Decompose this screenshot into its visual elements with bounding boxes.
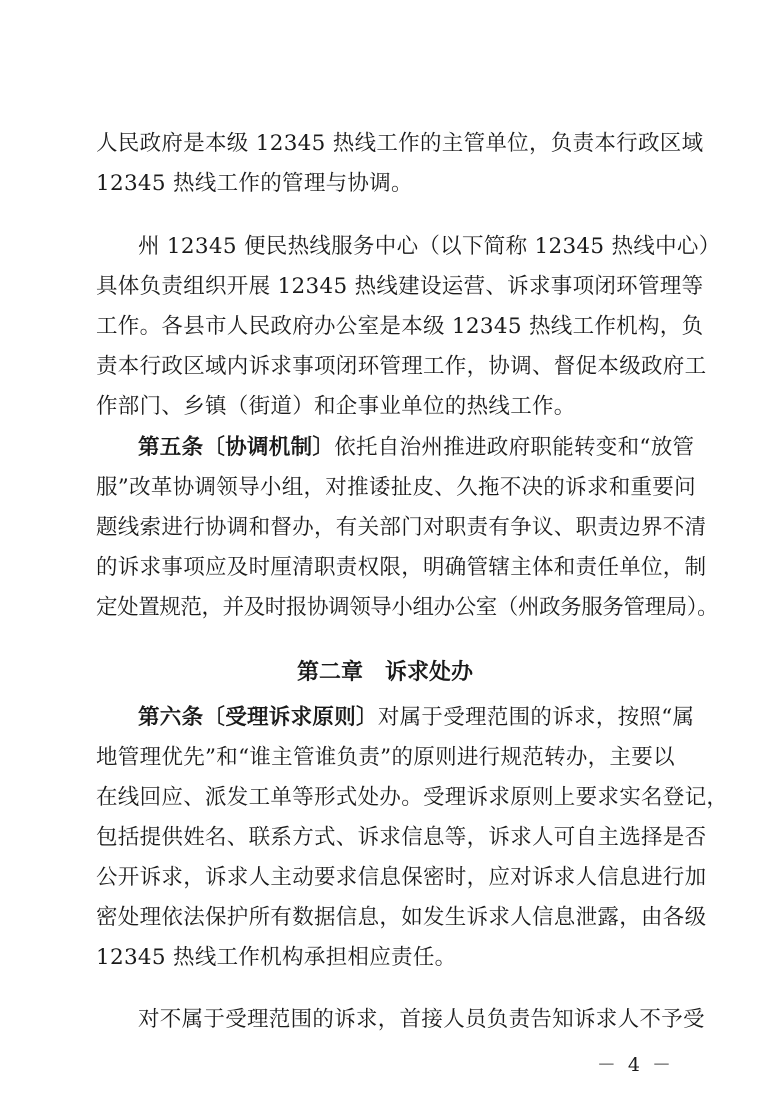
article-5-first-line (138, 429, 695, 467)
article-6-text: 对属于受理范围的诉求，按照“属 (377, 705, 695, 730)
body-text-line: 责本行政区域内诉求事项闭环管理工作，协调、督促本级政府工 (96, 354, 707, 379)
body-text-line: 的诉求事项应及时厘清职责权限，明确管辖主体和责任单位，制 (96, 555, 707, 580)
article-5-label: 第五条〔协调机制〕 (138, 435, 335, 460)
chapter-heading (0, 654, 770, 692)
body-text-line: 公开诉求，诉求人主动要求信息保密时，应对诉求人信息进行加 (96, 865, 707, 890)
body-text-line: 州 12345 便民热线服务中心（以下简称 12345 热线中心） (138, 234, 721, 259)
body-text-line: 密处理依法保护所有数据信息，如发生诉求人信息泄露，由各级 (96, 905, 707, 930)
page-number: － 4 － (596, 1054, 674, 1076)
body-text-line: 定处置规范，并及时报协调领导小组办公室（州政务服务管理局）。 (96, 595, 719, 620)
body-text-line: 在线回应、派发工单等形式处办。受理诉求原则上要求实名登记， (96, 785, 729, 810)
body-text-line: 12345 热线工作的管理与协调。 (96, 171, 413, 196)
chapter-title: 诉求处办 (385, 660, 474, 685)
body-text-line: 包括提供姓名、联系方式、诉求信息等，诉求人可自主选择是否 (96, 825, 707, 850)
body-text-line: 作部门、乡镇（街道）和企事业单位的热线工作。 (96, 394, 576, 419)
body-text-line: 12345 热线工作机构承担相应责任。 (96, 945, 457, 970)
body-text-line: 服”改革协调领导小组，对推诿扯皮、久拖不决的诉求和重要问 (96, 475, 696, 500)
body-text-line: 人民政府是本级 12345 热线工作的主管单位，负责本行政区域 (96, 131, 704, 156)
body-text-line: 地管理优先”和“谁主管谁负责”的原则进行规范转办，主要以 (96, 745, 675, 770)
chapter-number: 第二章 (296, 660, 363, 685)
body-text-line: 题线索进行协调和督办，有关部门对职责有争议、职责边界不清 (96, 515, 707, 540)
article-5-text: 依托自治州推进政府职能转变和“放管 (334, 435, 695, 460)
article-6-label: 第六条〔受理诉求原则〕 (138, 705, 378, 730)
body-text-line: 具体负责组织开展 12345 热线建设运营、诉求事项闭环管理等 (96, 274, 704, 299)
article-6-first-line (138, 699, 695, 737)
body-text-line: 对不属于受理范围的诉求，首接人员负责告知诉求人不予受 (138, 1007, 705, 1032)
body-text-line: 工作。各县市人民政府办公室是本级 12345 热线工作机构，负 (96, 314, 704, 339)
